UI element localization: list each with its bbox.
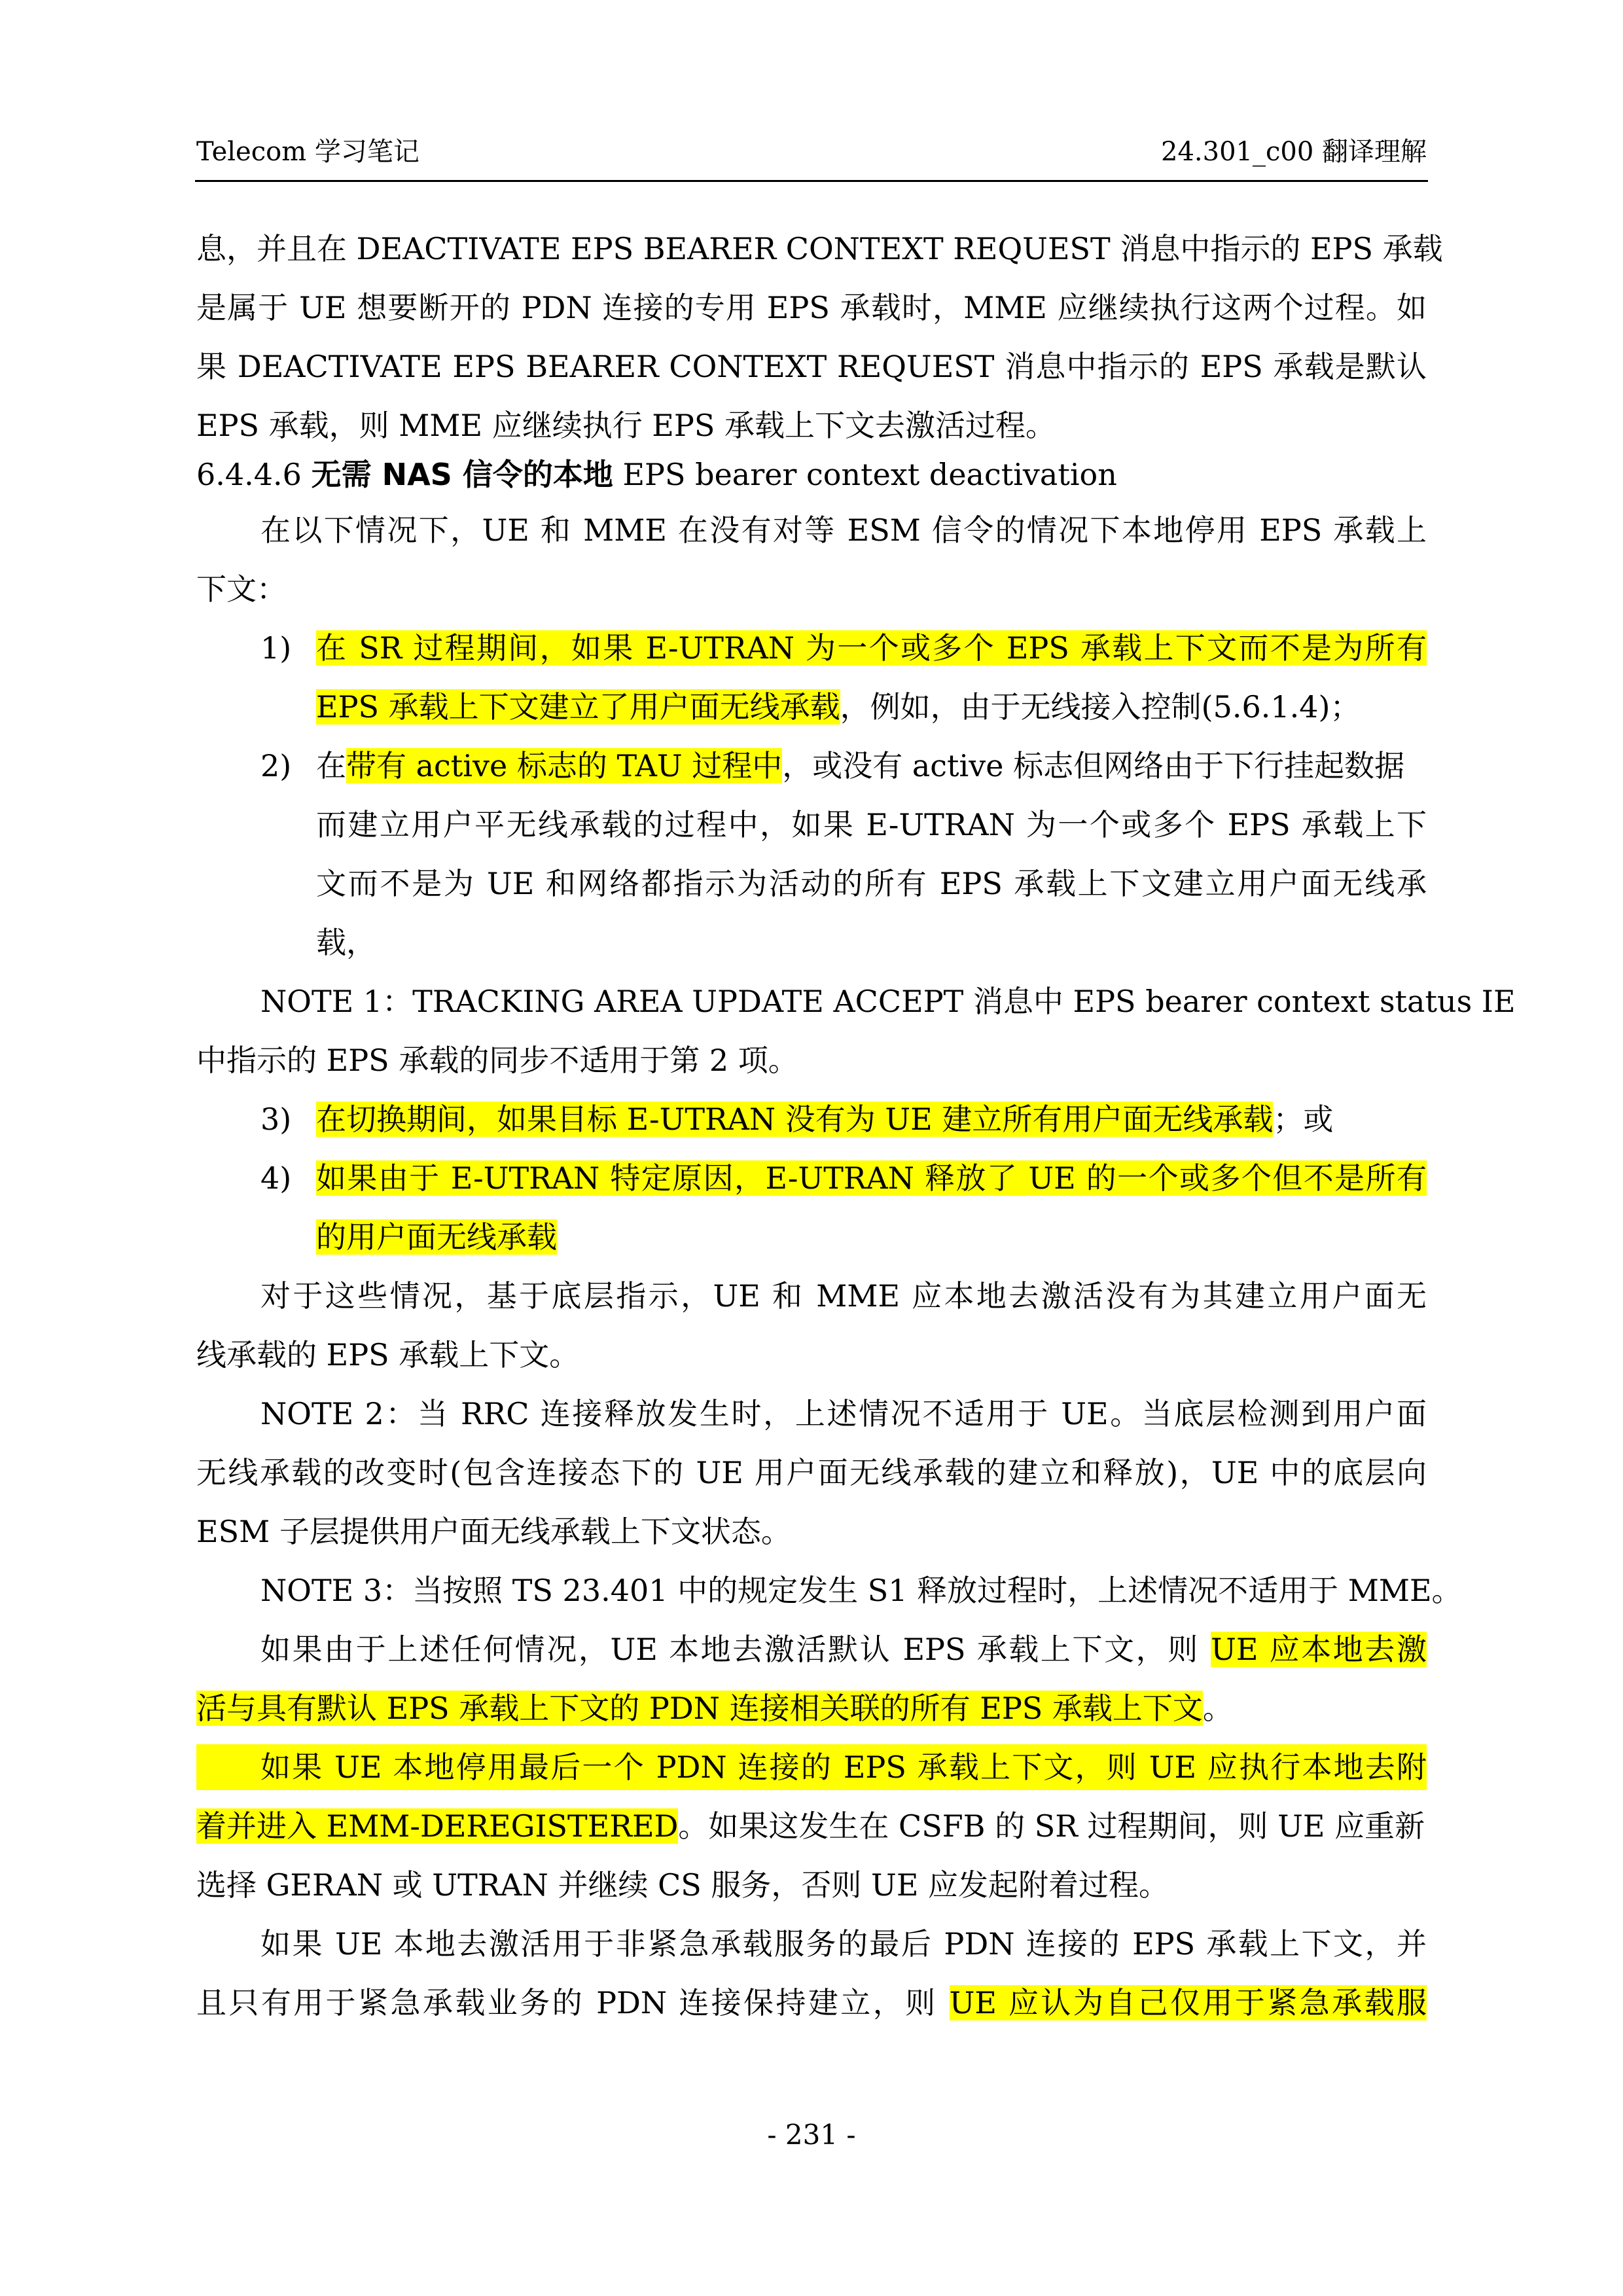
item4-number: 4) xyxy=(260,1160,292,1196)
item1-line2-highlight: EPS 承载上下文建立了用户面无线承载 xyxy=(316,689,840,725)
para1-line3: 果 DEACTIVATE EPS BEARER CONTEXT REQUEST 消息中指示的 EPS 承载是默认 xyxy=(196,349,1427,384)
note2-line1: NOTE 2：当 RRC 连接释放发生时，上述情况不适用于 UE。当底层检测到用户面 xyxy=(260,1396,1427,1431)
item4-line2 xyxy=(316,1214,1427,1260)
section-number: 6.4.4.6 xyxy=(196,457,302,492)
item2-line2: 而建立用户平无线承载的过程中，如果 E-UTRAN 为一个或多个 EPS 承载上下 xyxy=(316,807,1427,842)
item4-line1-highlight: 如果由于 E-UTRAN 特定原因，E-UTRAN 释放了 UE 的一个或多个但不是所有 xyxy=(316,1160,1427,1196)
para4-line3: 选择 GERAN 或 UTRAN 并继续 CS 服务，否则 UE 应发起附着过程。 xyxy=(196,1867,1169,1903)
item1-line1-highlight: 在 SR 过程期间，如果 E-UTRAN 为一个或多个 EPS 承载上下文而不是为所有 xyxy=(316,630,1427,666)
note3-line1: NOTE 3：当按照 TS 23.401 中的规定发生 S1 释放过程时，上述情况不适用于 MME。 xyxy=(260,1573,1462,1608)
item4-line2-highlight: 的用户面无线承载 xyxy=(316,1219,557,1255)
item4-line1 xyxy=(316,1155,1427,1201)
item2-line1-highlight: 带有 active 标志的 TAU 过程中 xyxy=(346,748,783,783)
para3-line1-pre: 如果由于上述任何情况，UE 本地去激活默认 EPS 承载上下文，则 xyxy=(260,1632,1211,1667)
para3-line2 xyxy=(196,1685,1427,1731)
note2-line2: 无线承载的改变时(包含连接态下的 UE 用户面无线承载的建立和释放)，UE 中的底层向 xyxy=(196,1455,1427,1490)
item1-line1 xyxy=(316,625,1427,671)
item2-line1 xyxy=(316,743,1427,789)
para4-line1: 如果 UE 本地停用最后一个 PDN 连接的 EPS 承载上下文，则 UE 应执行本地去附 xyxy=(196,1744,1427,1790)
para5-line2-pre: 且只有用于紧急承载业务的 PDN 连接保持建立，则 xyxy=(196,1985,950,2020)
note1-line1: NOTE 1：TRACKING AREA UPDATE ACCEPT 消息中 EPS bearer context status IE xyxy=(260,984,1516,1019)
item1-line2-rest: ，例如，由于无线接入控制(5.6.1.4)； xyxy=(840,689,1361,725)
para3-line2-rest: 。 xyxy=(1202,1691,1233,1726)
para2-line1: 对于这些情况，基于底层指示，UE 和 MME 应本地去激活没有为其建立用户面无 xyxy=(260,1278,1427,1314)
note2-line3: ESM 子层提供用户面无线承载上下文状态。 xyxy=(196,1514,791,1549)
para5-line2 xyxy=(196,1980,1427,2026)
item2-number: 2) xyxy=(260,748,292,783)
header-right-title: 24.301_c00 翻译理解 xyxy=(1161,137,1427,167)
item3-line xyxy=(316,1096,1427,1142)
item2-line1-pre: 在 xyxy=(316,748,346,783)
item1-number: 1) xyxy=(260,630,292,666)
para2-line2: 线承载的 EPS 承载上下文。 xyxy=(196,1337,580,1372)
page-number: - 231 - xyxy=(767,2119,856,2151)
para5-line1: 如果 UE 本地去激活用于非紧急承载服务的最后 PDN 连接的 EPS 承载上下文，并 xyxy=(260,1926,1427,1962)
para5-line2-highlight: UE 应认为自己仅用于紧急承载服 xyxy=(949,1985,1427,2020)
item2-line1-rest: ，或没有 active 标志但网络由于下行挂起数据 xyxy=(782,748,1405,783)
para1-line1: 息，并且在 DEACTIVATE EPS BEARER CONTEXT REQUEST 消息中指示的 EPS 承载 xyxy=(196,231,1443,266)
para1-line4: EPS 承载，则 MME 应继续执行 EPS 承载上下文去激活过程。 xyxy=(196,408,1056,443)
item3-rest: ；或 xyxy=(1273,1102,1334,1137)
item3-highlight: 在切换期间，如果目标 E-UTRAN 没有为 UE 建立所有用户面无线承载 xyxy=(316,1102,1274,1137)
item1-line2 xyxy=(316,684,1427,730)
section-title-cn: 无需 NAS 信令的本地 xyxy=(311,457,613,492)
para4-line2-rest: 。如果这发生在 CSFB 的 SR 过程期间，则 UE 应重新 xyxy=(678,1808,1425,1844)
section-title-en: EPS bearer context deactivation xyxy=(622,457,1117,492)
intro-line2: 下文： xyxy=(196,571,287,607)
item3-number: 3) xyxy=(260,1102,292,1137)
para3-line1 xyxy=(260,1626,1427,1672)
intro-line1: 在以下情况下，UE 和 MME 在没有对等 ESM 信令的情况下本地停用 EPS 承载上 xyxy=(260,512,1427,548)
para3-line2-highlight: 活与具有默认 EPS 承载上下文的 PDN 连接相关联的所有 EPS 承载上下文 xyxy=(196,1691,1203,1726)
header-left-title: Telecom 学习笔记 xyxy=(196,137,419,167)
item2-line4: 载， xyxy=(316,925,376,960)
note1-line2: 中指示的 EPS 承载的同步不适用于第 2 项。 xyxy=(196,1043,798,1078)
section-heading xyxy=(196,452,1427,497)
para1-line2: 是属于 UE 想要断开的 PDN 连接的专用 EPS 承载时，MME 应继续执行这两个过程。如 xyxy=(196,290,1427,325)
para4-line2 xyxy=(196,1803,1427,1849)
header-divider xyxy=(195,180,1428,182)
item2-line3: 文而不是为 UE 和网络都指示为活动的所有 EPS 承载上下文建立用户面无线承 xyxy=(316,866,1427,901)
para3-line1-highlight: UE 应本地去激 xyxy=(1211,1632,1427,1667)
para4-line2-highlight: 着并进入 EMM-DEREGISTERED xyxy=(196,1808,679,1844)
